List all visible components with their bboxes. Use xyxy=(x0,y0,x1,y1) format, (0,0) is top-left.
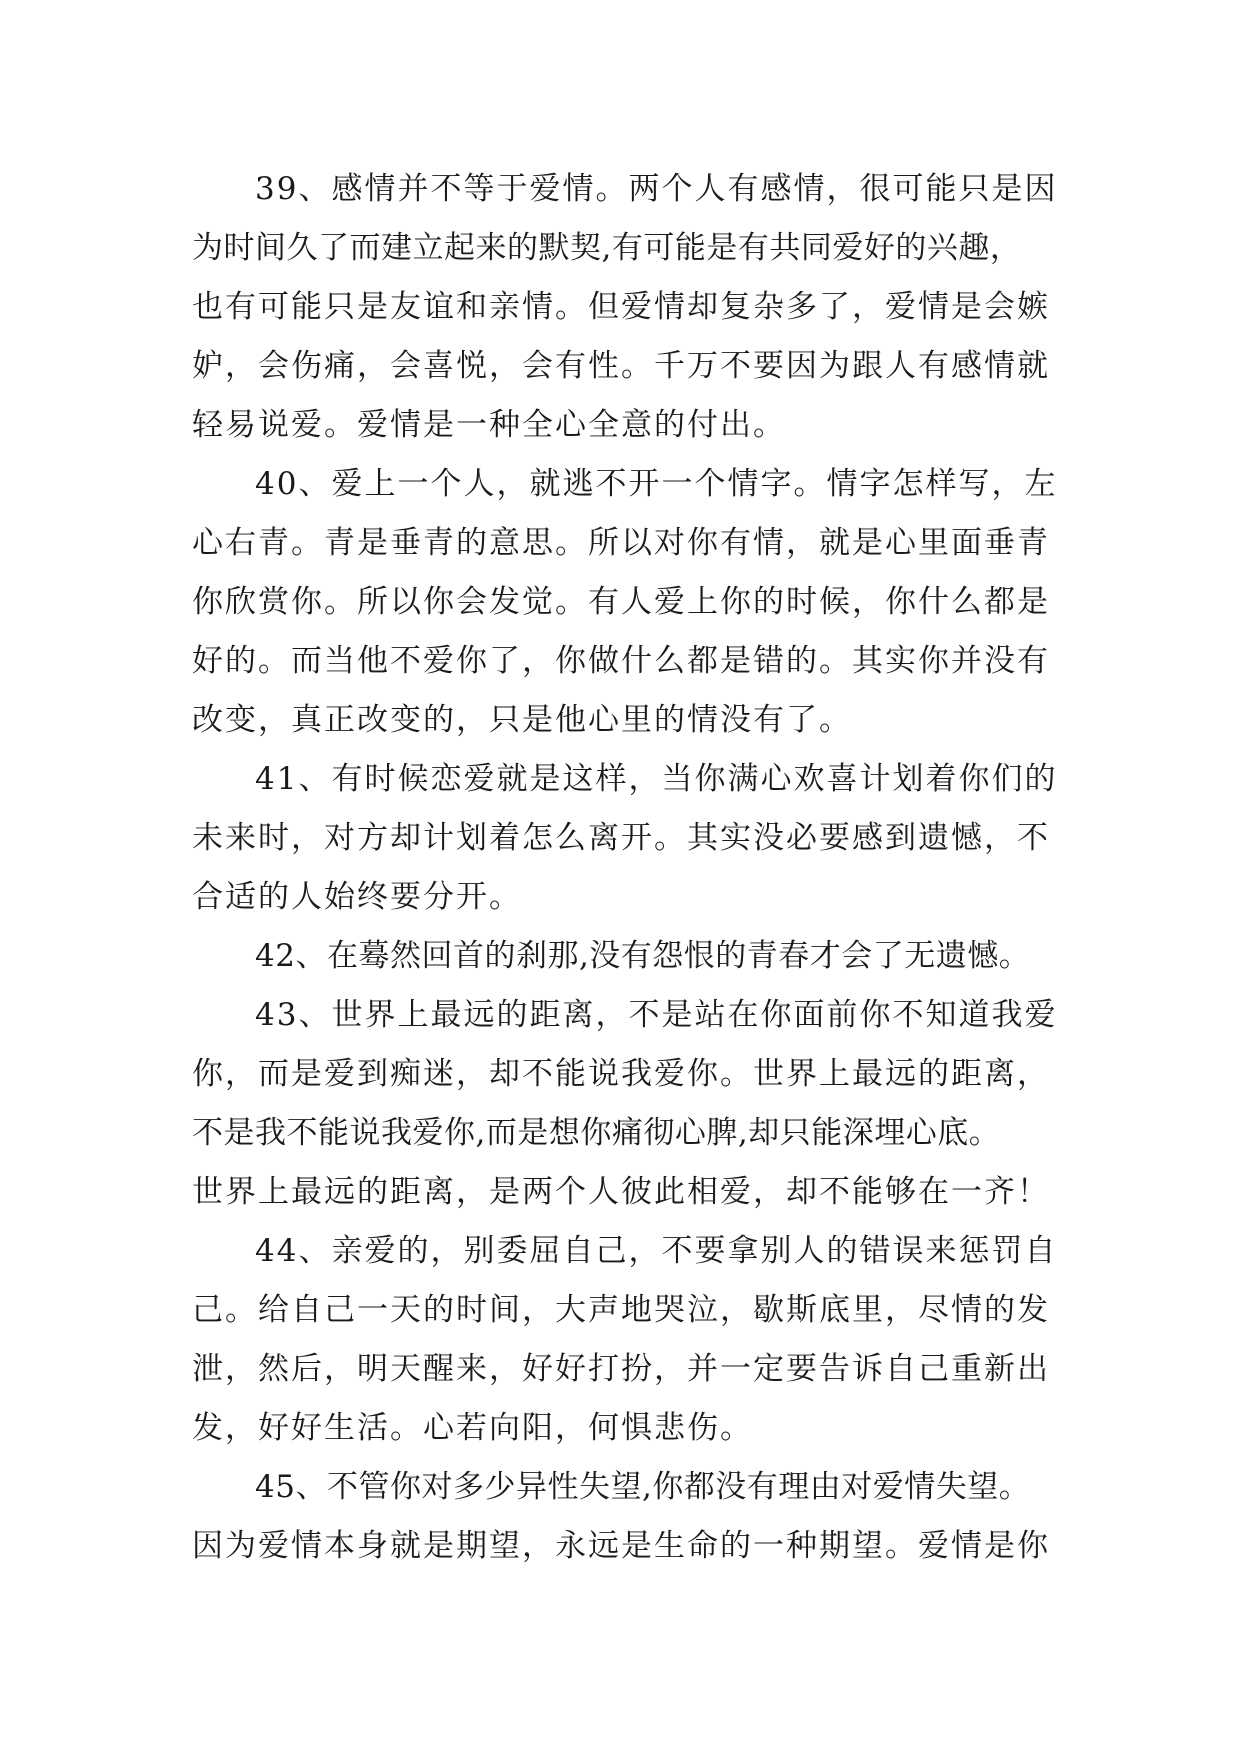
text-line: 也有可能只是友谊和亲情。但爱情却复杂多了，爱情是会嫉 xyxy=(192,289,1050,325)
paragraph-39 xyxy=(192,160,1058,455)
text-line: 43、世界上最远的距离，不是站在你面前你不知道我爱 xyxy=(255,997,1058,1033)
text-line: 42、在蓦然回首的刹那,没有怨恨的青春才会了无遗憾。 xyxy=(255,938,1031,974)
text-line: 发，好好生活。心若向阳，何惧悲伤。 xyxy=(192,1410,753,1446)
text-line: 未来时，对方却计划着怎么离开。其实没必要感到遗憾，不 xyxy=(192,820,1050,856)
text-line: 45、不管你对多少异性失望,你都没有理由对爱情失望。 xyxy=(255,1469,1031,1505)
paragraph-44 xyxy=(192,1222,1058,1458)
text-line: 妒，会伤痛，会喜悦，会有性。千万不要因为跟人有感情就 xyxy=(192,348,1050,384)
text-line: 世界上最远的距离，是两个人彼此相爱，却不能够在一齐！ xyxy=(192,1174,1050,1210)
text-line: 心右青。青是垂青的意思。所以对你有情，就是心里面垂青 xyxy=(192,525,1050,561)
text-line: 因为爱情本身就是期望，永远是生命的一种期望。爱情是你 xyxy=(192,1528,1050,1564)
text-line: 你欣赏你。所以你会发觉。有人爱上你的时候，你什么都是 xyxy=(192,584,1050,620)
text-line: 合适的人始终要分开。 xyxy=(192,879,522,915)
text-line: 为时间久了而建立起来的默契,有可能是有共同爱好的兴趣， xyxy=(192,230,1022,266)
article-body xyxy=(192,160,1058,1576)
paragraph-45 xyxy=(192,1458,1052,1576)
text-line: 己。给自己一天的时间，大声地哭泣，歇斯底里，尽情的发 xyxy=(192,1292,1050,1328)
text-line: 41、有时候恋爱就是这样，当你满心欢喜计划着你们的 xyxy=(255,761,1058,797)
text-line: 39、感情并不等于爱情。两个人有感情，很可能只是因 xyxy=(255,171,1058,207)
text-line: 40、爱上一个人，就逃不开一个情字。情字怎样写，左 xyxy=(255,466,1058,502)
text-line: 不是我不能说我爱你,而是想你痛彻心脾,却只能深埋心底。 xyxy=(192,1115,1001,1151)
paragraph-40 xyxy=(192,455,1058,750)
text-line: 改变，真正改变的，只是他心里的情没有了。 xyxy=(192,702,852,738)
text-line: 好的。而当他不爱你了，你做什么都是错的。其实你并没有 xyxy=(192,643,1050,679)
text-line: 44、亲爱的，别委屈自己，不要拿别人的错误来惩罚自 xyxy=(255,1233,1058,1269)
text-line: 你，而是爱到痴迷，却不能说我爱你。世界上最远的距离， xyxy=(192,1056,1050,1092)
paragraph-41 xyxy=(192,750,1058,927)
paragraph-43 xyxy=(192,986,1058,1222)
paragraph-42 xyxy=(192,927,1052,986)
text-line: 泄，然后，明天醒来，好好打扮，并一定要告诉自己重新出 xyxy=(192,1351,1050,1387)
text-line: 轻易说爱。爱情是一种全心全意的付出。 xyxy=(192,407,786,443)
